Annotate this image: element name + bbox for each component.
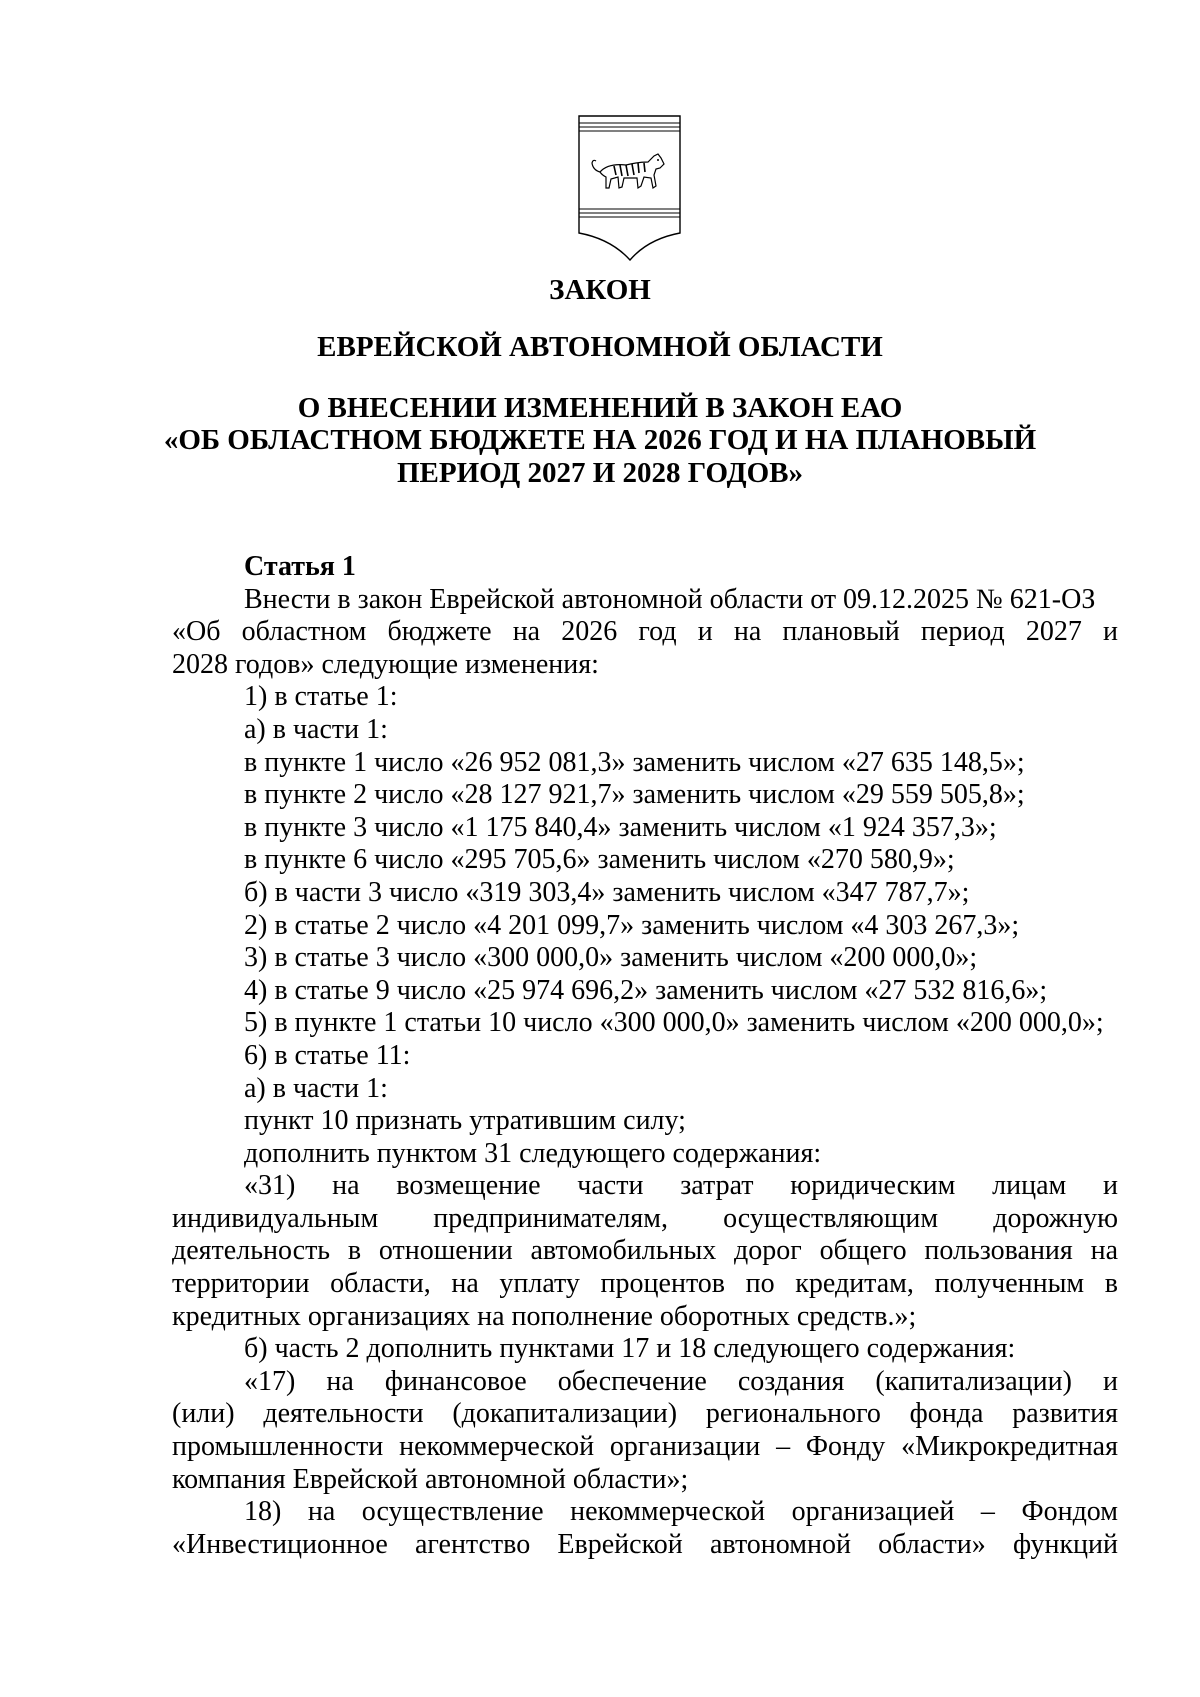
body-line: 1) в статье 1: <box>244 681 398 713</box>
body-line: территории области, на уплату процентов по кредитам, полученным в <box>172 1268 1118 1300</box>
body-line: индивидуальным предпринимателям, осуществляющим дорожную <box>172 1202 1118 1234</box>
document-title: ЗАКОН <box>549 274 651 306</box>
body-line: 3) в статье 3 число «300 000,0» заменить числом «200 000,0»; <box>244 942 978 974</box>
document-subject-line-2: «ОБ ОБЛАСТНОМ БЮДЖЕТЕ НА 2026 ГОД И НА ПЛАНОВЫЙ <box>163 424 1037 456</box>
document-subject-line-3: ПЕРИОД 2027 И 2028 ГОДОВ» <box>397 457 803 489</box>
body-line: «17) на финансовое обеспечение создания (капитализации) и <box>244 1365 1118 1397</box>
body-line: кредитных организациях на пополнение оборотных средств.»; <box>172 1300 917 1332</box>
body-line: б) в части 3 число «319 303,4» заменить числом «347 787,7»; <box>244 876 970 908</box>
body-line: «31) на возмещение части затрат юридическим лицам и <box>244 1170 1118 1202</box>
body-line: 2028 годов» следующие изменения: <box>172 648 599 680</box>
body-line: деятельность в отношении автомобильных дорог общего пользования на <box>172 1235 1118 1267</box>
body-line: «Об областном бюджете на 2026 год и на плановый период 2027 и <box>172 616 1118 648</box>
coat-of-arms-tiger-icon <box>578 115 681 261</box>
body-line: в пункте 1 число «26 952 081,3» заменить числом «27 635 148,5»; <box>244 746 1025 778</box>
body-line: а) в части 1: <box>244 713 388 745</box>
body-line: 18) на осуществление некоммерческой организацией – Фондом <box>244 1496 1118 1528</box>
document-region: ЕВРЕЙСКОЙ АВТОНОМНОЙ ОБЛАСТИ <box>317 331 883 363</box>
body-line: пункт 10 признать утратившим силу; <box>244 1105 686 1137</box>
body-line: 6) в статье 11: <box>244 1039 411 1071</box>
body-line: б) часть 2 дополнить пунктами 17 и 18 следующего содержания: <box>244 1333 1016 1365</box>
body-line: в пункте 6 число «295 705,6» заменить числом «270 580,9»; <box>244 844 955 876</box>
body-line: в пункте 2 число «28 127 921,7» заменить числом «29 559 505,8»; <box>244 779 1025 811</box>
body-line: промышленности некоммерческой организации – Фонду «Микрокредитная <box>172 1431 1118 1463</box>
body-line: (или) деятельности (докапитализации) регионального фонда развития <box>172 1398 1118 1430</box>
article-heading: Статья 1 <box>244 551 356 582</box>
body-line: а) в части 1: <box>244 1072 388 1104</box>
body-line: «Инвестиционное агентство Еврейской автономной области» функций <box>172 1528 1118 1560</box>
body-line: Внести в закон Еврейской автономной области от 09.12.2025 № 621-ОЗ <box>244 583 1096 615</box>
body-line: 4) в статье 9 число «25 974 696,2» заменить числом «27 532 816,6»; <box>244 974 1048 1006</box>
body-line: дополнить пунктом 31 следующего содержания: <box>244 1137 822 1169</box>
body-line: компания Еврейской автономной области»; <box>172 1463 689 1495</box>
body-line: 5) в пункте 1 статьи 10 число «300 000,0» заменить числом «200 000,0»; <box>244 1007 1104 1039</box>
body-line: 2) в статье 2 число «4 201 099,7» заменить числом «4 303 267,3»; <box>244 909 1020 941</box>
article-body <box>172 551 1118 1561</box>
body-line: в пункте 3 число «1 175 840,4» заменить числом «1 924 357,3»; <box>244 811 997 843</box>
document-subject-line-1: О ВНЕСЕНИИ ИЗМЕНЕНИЙ В ЗАКОН ЕАО <box>297 392 903 424</box>
